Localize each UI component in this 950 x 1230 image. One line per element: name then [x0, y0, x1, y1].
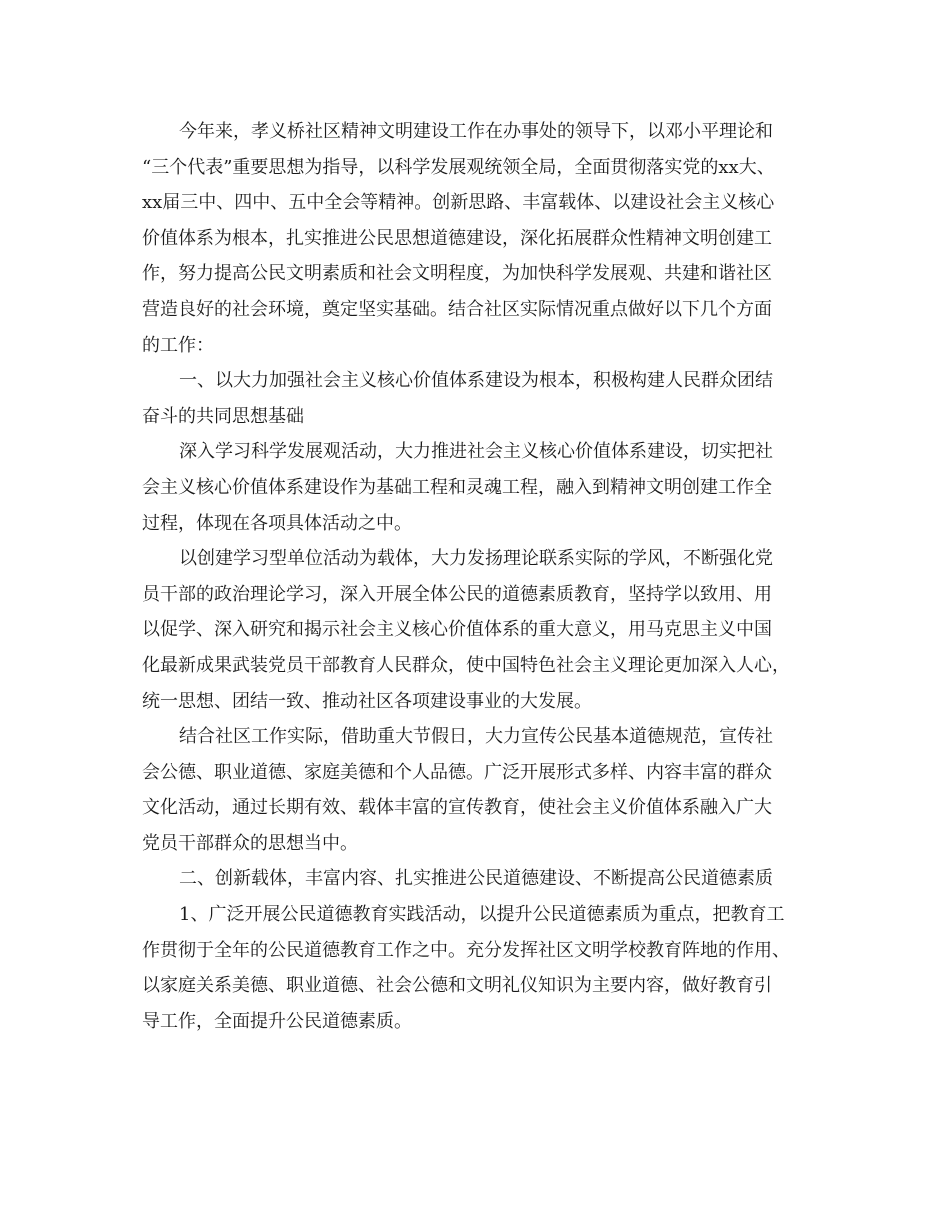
text-line: 员干部的政治理论学习，深入开展全体公民的道德素质教育，坚持学以致用、用 — [142, 583, 772, 605]
text-line: 价值体系为根本，扎实推进公民思想道德建设，深化拓展群众性精神文明创建工 — [142, 227, 772, 249]
text-line: 统一思想、团结一致、推动社区各项建设事业的大发展。 — [142, 690, 592, 712]
text-line: 以促学、深入研究和揭示社会主义核心价值体系的重大意义，用马克思主义中国 — [142, 619, 772, 641]
text-line: 导工作，全面提升公民道德素质。 — [142, 1010, 412, 1032]
text-line: 会主义核心价值体系建设作为基础工程和灵魂工程，融入到精神文明创建工作全 — [142, 476, 772, 498]
text-line: xx届三中、四中、五中全会等精神。创新思路、丰富载体、以建设社会主义核心 — [142, 192, 775, 214]
text-line: 文化活动，通过长期有效、载体丰富的宣传教育，使社会主义价值体系融入广大 — [142, 797, 772, 819]
text-line: 以家庭关系美德、职业道德、社会公德和文明礼仪知识为主要内容，做好教育引 — [142, 975, 772, 997]
text-line: 营造良好的社会环境，奠定坚实基础。结合社区实际情况重点做好以下几个方面 — [142, 298, 772, 320]
text-line: 深入学习科学发展观活动，大力推进社会主义核心价值体系建设，切实把社 — [179, 441, 773, 463]
text-line: 以创建学习型单位活动为载体，大力发扬理论联系实际的学风，不断强化党 — [179, 548, 773, 570]
text-line: “三个代表”重要思想为指导，以科学发展观统领全局，全面贯彻落实党的xx大、 — [142, 156, 775, 178]
text-line: 一、以大力加强社会主义核心价值体系建设为根本，积极构建人民群众团结 — [179, 370, 773, 392]
text-line: 作，努力提高公民文明素质和社会文明程度，为加快科学发展观、共建和谐社区 — [142, 263, 772, 285]
text-line: 奋斗的共同思想基础 — [142, 405, 304, 427]
text-line: 化最新成果武装党员干部教育人民群众，使中国特色社会主义理论更加深入人心， — [142, 654, 790, 676]
text-line: 结合社区工作实际，借助重大节假日，大力宣传公民基本道德规范，宣传社 — [179, 726, 773, 748]
text-line: 会公德、职业道德、家庭美德和个人品德。广泛开展形式多样、内容丰富的群众 — [142, 761, 772, 783]
text-line: 今年来，孝义桥社区精神文明建设工作在办事处的领导下，以邓小平理论和 — [179, 121, 773, 142]
text-line: 的工作： — [142, 334, 214, 356]
text-line: 1、广泛开展公民道德教育实践活动，以提升公民道德素质为重点，把教育工 — [179, 904, 785, 926]
document-body — [142, 114, 822, 1039]
text-line: 二、创新载体，丰富内容、扎实推进公民道德建设、不断提高公民道德素质 — [179, 868, 773, 890]
text-line: 作贯彻于全年的公民道德教育工作之中。充分发挥社区文明学校教育阵地的作用、 — [142, 939, 790, 961]
text-line: 过程，体现在各项具体活动之中。 — [142, 512, 412, 534]
text-line: 党员干部群众的思想当中。 — [142, 832, 358, 854]
